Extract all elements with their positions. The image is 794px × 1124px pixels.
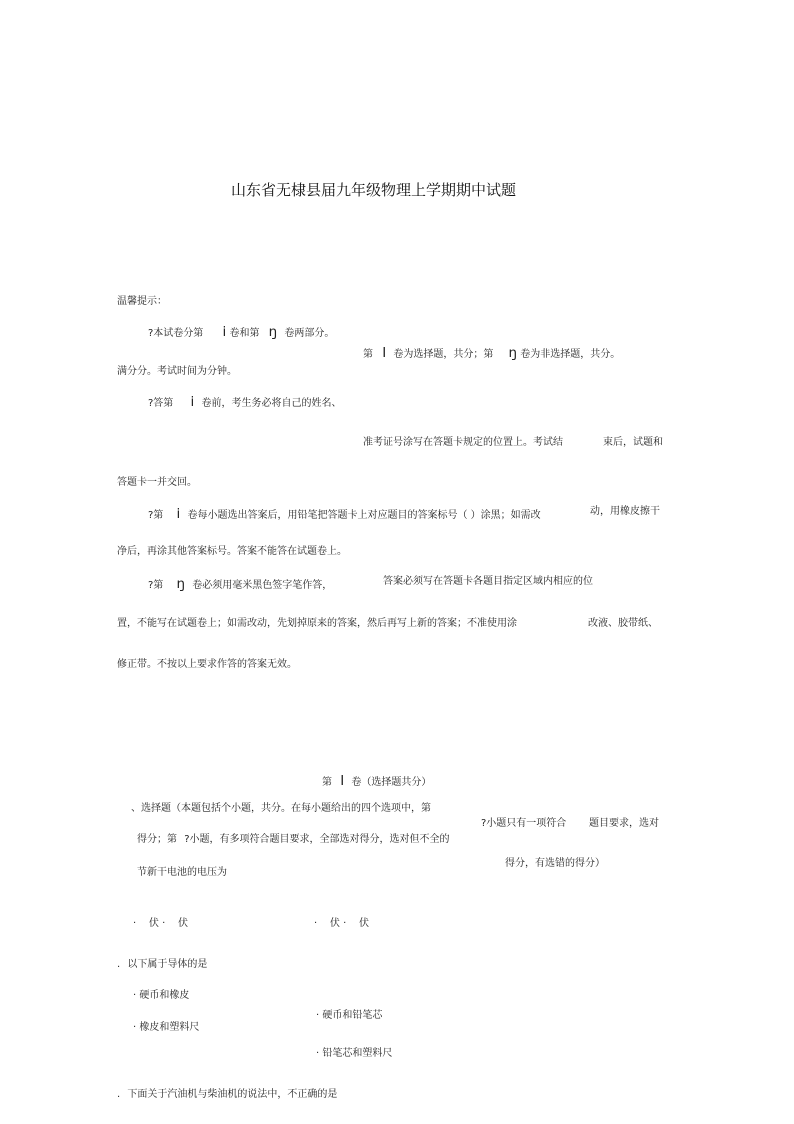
reminder-line-10a: 置，不能写在试题卷上；如需改动，先划掉原来的答案，然后再写上新的答案；不准使用涂 [117, 618, 517, 629]
reminder-line-1-prefix: ?本试卷分第 [148, 328, 204, 339]
roman-numeral: ⅰ [176, 506, 181, 522]
question-1-options-left: · 伏 · 伏 [133, 918, 188, 929]
question-2-option-d: · 铅笔芯和塑料尺 [316, 1048, 393, 1059]
question-2 [117, 959, 207, 971]
reminder-line-9b: 答案必须写在答题卡各题目指定区域内相应的位 [383, 576, 593, 587]
question-3 [117, 1089, 337, 1101]
section-intro-f: 得分，有选错的得分） [505, 858, 605, 869]
reminder-line-2-c: 卷为非选择题，共分。 [520, 349, 621, 360]
section-intro-a: 、选择题（本题包括个小题，共分。在每小题给出的四个选项中，第 [131, 803, 431, 814]
reminder-line-4-prefix: ?答第 [148, 398, 174, 409]
question-number-dot: . [117, 1089, 121, 1100]
reminder-line-7b: 动，用橡皮擦干 [590, 506, 660, 517]
roman-numeral: ŋ [508, 345, 518, 361]
reminder-line-10b: 改液、胶带纸、 [588, 618, 658, 629]
reminder-line-5a: 准考证号涂写在答题卡规定的位置上。考试结 [363, 437, 563, 448]
reminder-line-2-b: 卷为选择题，共分；第 [393, 349, 494, 360]
question-number-dot: . [117, 959, 121, 970]
reminder-line-9-prefix: ?第 [148, 580, 164, 591]
page-title: 山东省无棣县届九年级物理上学期期中试题 [231, 181, 517, 199]
question-1: 节新干电池的电压为 [137, 867, 227, 878]
reminder-line-5b: 束后，试题和 [603, 437, 663, 448]
section-intro-c: 题目要求，选对 [589, 818, 659, 829]
question-2-option-b: · 硬币和铅笔芯 [316, 1010, 383, 1021]
reminder-line-2 [363, 345, 620, 361]
roman-numeral: Ⅰ [382, 345, 387, 361]
question-1-options-right: · 伏 · 伏 [314, 918, 369, 929]
reminder-line-8: 净后，再涂其他答案标号。答案不能答在试题卷上。 [117, 546, 347, 557]
section-intro-b: ?小题只有一项符合 [481, 818, 567, 829]
roman-numeral: ⅰ [190, 394, 195, 410]
question-2-option-c: · 橡皮和塑料尺 [133, 1022, 200, 1033]
question-2-option-a: · 硬币和橡皮 [133, 990, 190, 1001]
reminder-heading: 温馨提示： [117, 296, 167, 307]
reminder-line-11: 修正带。不按以上要求作答的答案无效。 [117, 659, 297, 670]
section-heading-b: 卷（选择题共分） [351, 777, 432, 788]
roman-numeral: ⅰ [222, 324, 227, 340]
section-intro-e: ?小题，有多项符合题目要求，全部选对得分，选对但不全的 [184, 834, 450, 845]
reminder-line-4-end: 卷前，考生务必将自己的姓名、 [201, 398, 342, 409]
roman-numeral: ŋ [268, 324, 278, 340]
reminder-line-4 [148, 394, 341, 410]
section-heading-a: 第 [322, 777, 332, 788]
reminder-line-1 [148, 324, 334, 340]
reminder-line-7-prefix: ?第 [148, 510, 164, 521]
reminder-line-6: 答题卡一并交回。 [117, 477, 197, 488]
reminder-line-9 [148, 576, 332, 592]
reminder-line-2-a: 第 [363, 349, 373, 360]
section-heading [322, 773, 431, 789]
reminder-line-7-a: 卷每小题选出答案后，用铅笔把答题卡上对应题目的答案标号（ ）涂黑；如需改 [187, 510, 541, 521]
roman-numeral: Ⅰ [340, 773, 345, 789]
section-intro-d: 得分；第 [137, 834, 177, 845]
roman-numeral: ŋ [176, 576, 186, 592]
question-3-text: 下面关于汽油机与柴油机的说法中，不正确的是 [127, 1089, 338, 1100]
question-2-text: 以下属于导体的是 [127, 959, 208, 970]
reminder-line-1-end: 卷两部分。 [284, 328, 335, 339]
reminder-line-3: 满分分。考试时间为分钟。 [117, 366, 237, 377]
reminder-line-9-a: 卷必须用毫米黑色签字笔作答， [192, 580, 333, 591]
reminder-line-1-mid: 卷和第 [229, 328, 260, 339]
reminder-line-7 [148, 506, 541, 522]
section-intro-line-2 [137, 834, 450, 846]
